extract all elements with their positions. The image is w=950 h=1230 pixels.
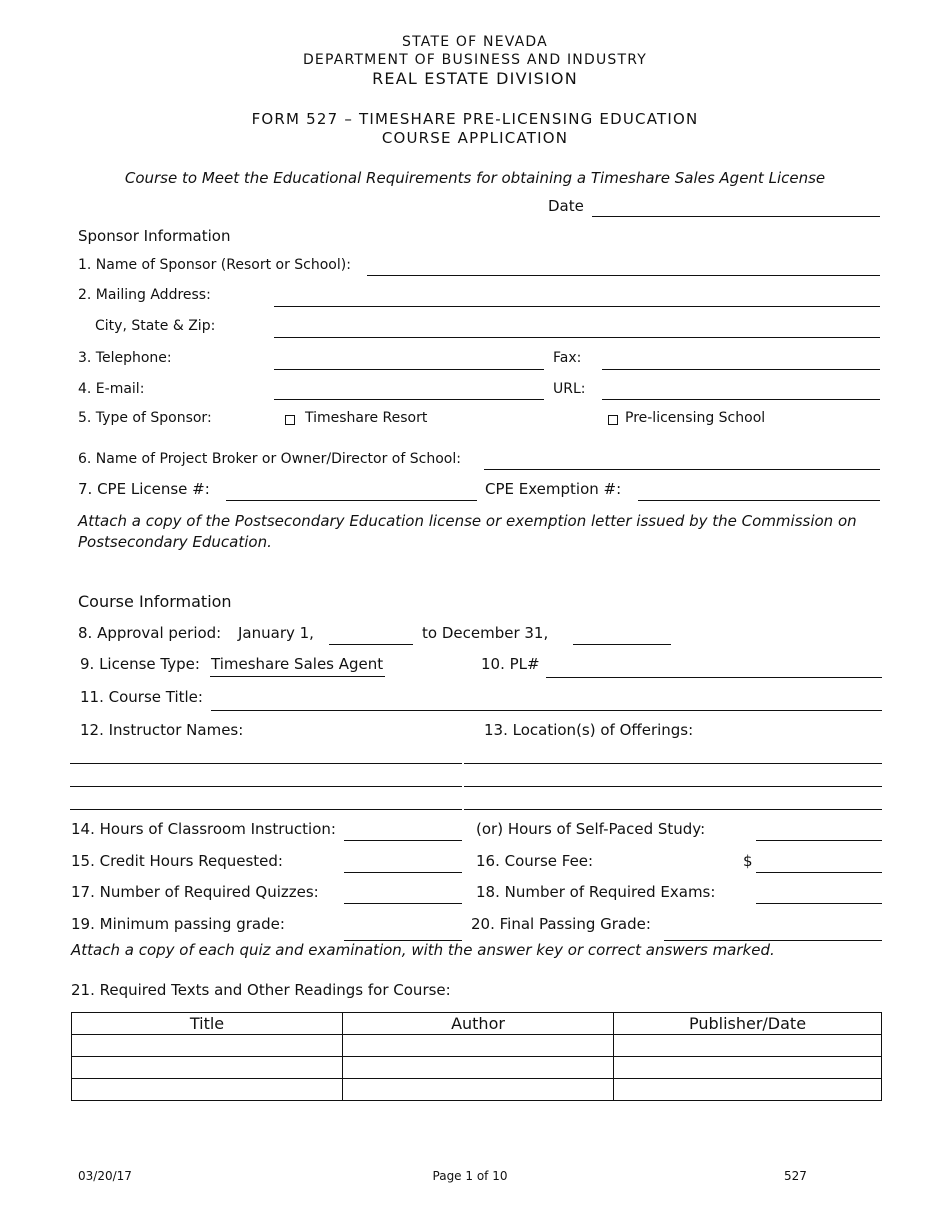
form-title: FORM 527 – TIMESHARE PRE-LICENSING EDUCATION [251,110,699,128]
department-heading: DEPARTMENT OF BUSINESS AND INDUSTRY [302,52,648,68]
self-paced-hours-label: (or) Hours of Self-Paced Study: [476,820,706,838]
instructor-names-field-3[interactable] [70,809,462,810]
required-exams-label: 18. Number of Required Exams: [476,883,716,901]
pl-number-field[interactable] [546,677,882,678]
column-header-publisher-date: Publisher/Date [614,1013,882,1035]
fax-field[interactable] [602,369,880,370]
url-field[interactable] [602,399,880,400]
table-cell-publisher-date[interactable] [614,1057,882,1079]
approval-end-year-field[interactable] [573,644,671,645]
locations-field-1[interactable] [464,763,882,764]
locations-field-2[interactable] [464,786,882,787]
prelicensing-school-option-label: Pre-licensing School [625,410,766,426]
mailing-address-label: 2. Mailing Address: [78,287,211,303]
table-cell-author[interactable] [343,1079,614,1101]
license-type-underline [210,676,385,677]
cpe-exemption-field[interactable] [638,500,880,501]
telephone-field[interactable] [274,369,544,370]
required-texts-label: 21. Required Texts and Other Readings for Course: [71,981,451,999]
broker-name-label: 6. Name of Project Broker or Owner/Director of School: [78,451,461,467]
currency-symbol: $ [743,852,753,870]
approval-start-text: January 1, [238,624,314,642]
column-header-title: Title [72,1013,343,1035]
sponsor-section-heading: Sponsor Information [78,227,231,245]
classroom-hours-label: 14. Hours of Classroom Instruction: [71,820,336,838]
pl-number-label: 10. PL# [481,655,540,673]
sponsor-name-label: 1. Name of Sponsor (Resort or School): [78,257,351,273]
cpe-license-field[interactable] [226,500,477,501]
url-label: URL: [553,381,586,397]
license-type-label: 9. License Type: [80,655,200,673]
footer-form-number: 527 [784,1169,807,1183]
footer-page-number: Page 1 of 10 [432,1169,508,1183]
column-header-author: Author [343,1013,614,1035]
sponsor-type-label: 5. Type of Sponsor: [78,410,212,426]
table-cell-author[interactable] [343,1035,614,1057]
date-field[interactable] [592,216,880,217]
course-title-label: 11. Course Title: [80,688,203,706]
final-passing-grade-label: 20. Final Passing Grade: [471,915,651,933]
required-quizzes-field[interactable] [344,903,462,904]
timeshare-resort-option-label: Timeshare Resort [305,410,428,426]
form-purpose: Course to Meet the Educational Requirements for obtaining a Timeshare Sales Agent License [124,169,826,187]
self-paced-hours-field[interactable] [756,840,882,841]
table-cell-title[interactable] [72,1035,343,1057]
locations-field-3[interactable] [464,809,882,810]
fax-label: Fax: [553,350,582,366]
sponsor-name-field[interactable] [367,275,880,276]
cpe-exemption-label: CPE Exemption #: [485,480,622,498]
required-quizzes-label: 17. Number of Required Quizzes: [71,883,319,901]
table-cell-author[interactable] [343,1057,614,1079]
course-fee-label: 16. Course Fee: [476,852,594,870]
course-title-field[interactable] [211,710,882,711]
table-row [72,1035,882,1057]
quiz-attach-note: Attach a copy of each quiz and examination, with the answer key or correct answers marked. [71,941,775,959]
approval-end-text: to December 31, [422,624,549,642]
table-cell-publisher-date[interactable] [614,1079,882,1101]
classroom-hours-field[interactable] [344,840,462,841]
state-heading: STATE OF NEVADA [402,34,548,50]
credit-hours-field[interactable] [344,872,462,873]
broker-name-field[interactable] [484,469,880,470]
prelicensing-school-checkbox[interactable] [608,415,618,425]
required-texts-table [71,1012,882,1101]
telephone-label: 3. Telephone: [78,350,172,366]
instructor-names-label: 12. Instructor Names: [80,721,244,739]
required-exams-field[interactable] [756,903,882,904]
footer-date: 03/20/17 [78,1169,132,1183]
table-cell-title[interactable] [72,1079,343,1101]
table-row [72,1057,882,1079]
timeshare-resort-checkbox[interactable] [285,415,295,425]
course-fee-field[interactable] [756,872,882,873]
cpe-license-label: 7. CPE License #: [78,480,210,498]
min-passing-grade-label: 19. Minimum passing grade: [71,915,285,933]
postsecondary-attach-note: Attach a copy of the Postsecondary Education license or exemption letter issued by the Commission on Postsecondary Education. [78,512,857,551]
email-field[interactable] [274,399,544,400]
course-section-heading: Course Information [78,592,232,611]
date-label: Date [548,197,584,215]
city-state-zip-field[interactable] [274,337,880,338]
mailing-address-field[interactable] [274,306,880,307]
instructor-names-field-2[interactable] [70,786,462,787]
city-state-zip-label: City, State & Zip: [95,318,216,334]
form-subtitle: COURSE APPLICATION [381,129,569,147]
instructor-names-field-1[interactable] [70,763,462,764]
approval-period-label: 8. Approval period: [78,624,222,642]
table-row [72,1079,882,1101]
credit-hours-label: 15. Credit Hours Requested: [71,852,283,870]
license-type-value: Timeshare Sales Agent [211,655,384,673]
table-header-row [72,1013,882,1035]
email-label: 4. E-mail: [78,381,145,397]
locations-label: 13. Location(s) of Offerings: [484,721,694,739]
table-cell-publisher-date[interactable] [614,1035,882,1057]
approval-start-year-field[interactable] [329,644,413,645]
division-heading: REAL ESTATE DIVISION [372,69,578,88]
table-cell-title[interactable] [72,1057,343,1079]
